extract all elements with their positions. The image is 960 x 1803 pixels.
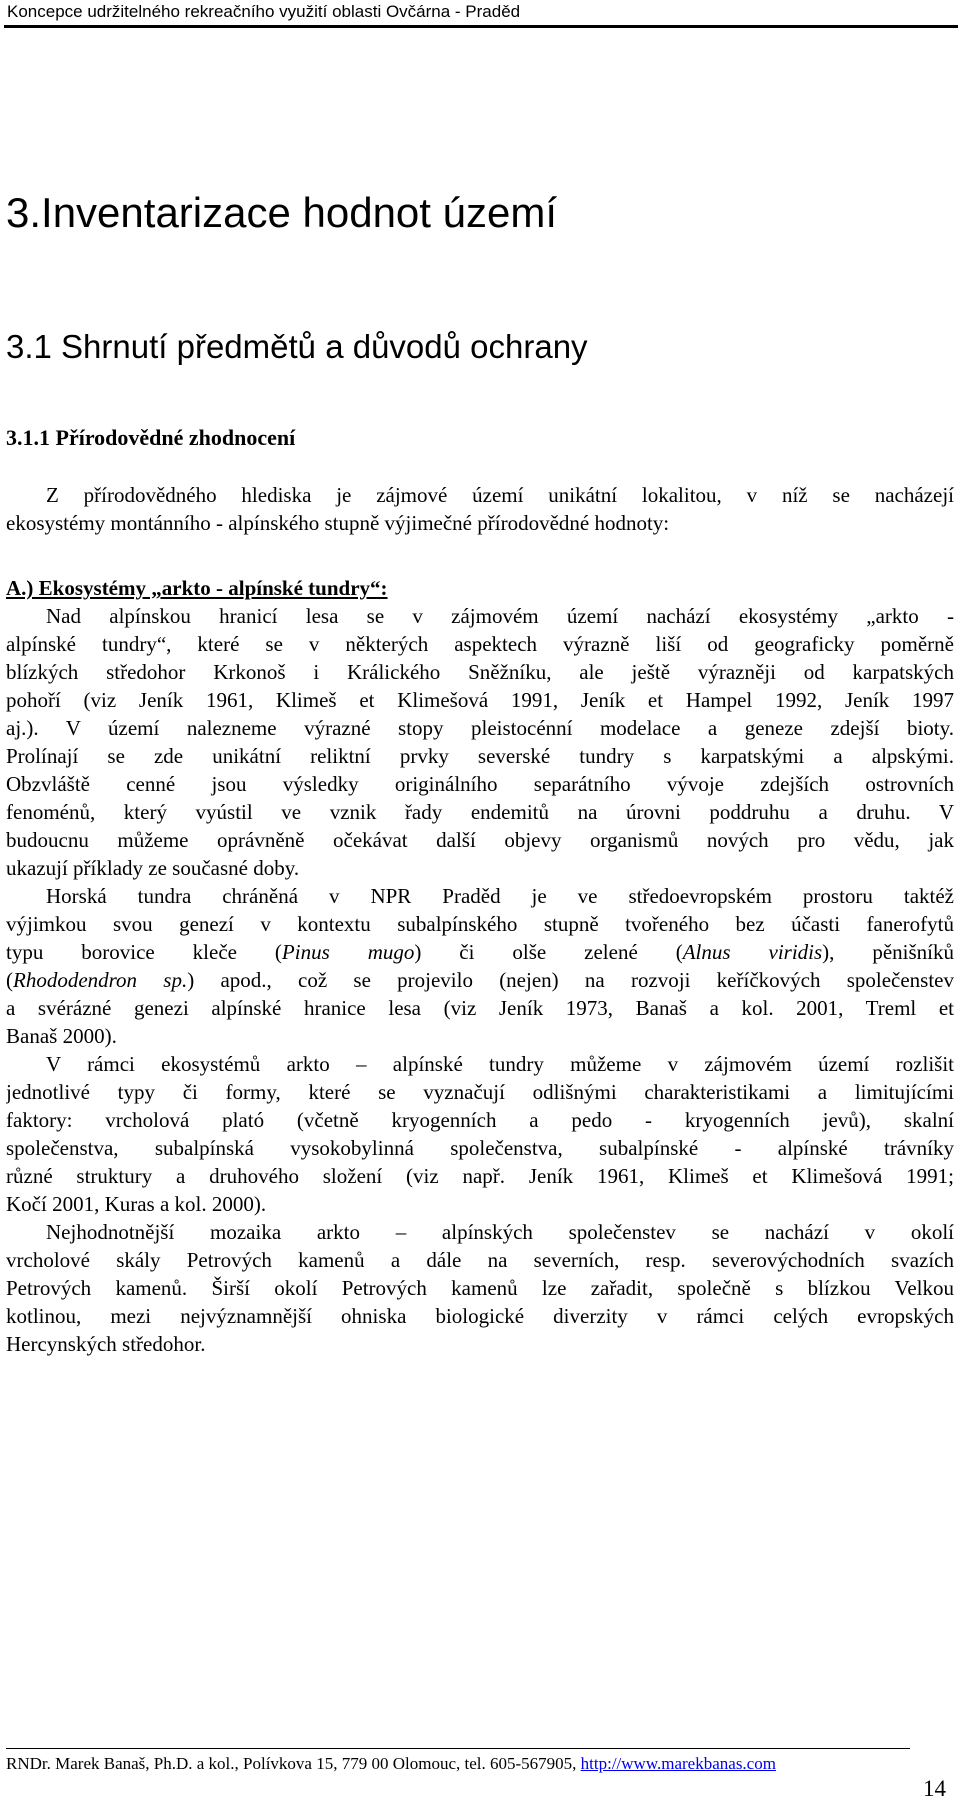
p1-line: Obzvláště cenné jsou výsledky originálního separátního vývoje zdejších ostrovních <box>6 772 954 796</box>
p4-line: Hercynských středohor. <box>6 1332 206 1356</box>
text-run: typu borovice kleče ( <box>6 940 282 964</box>
p1-line: ukazují příklady ze současné doby. <box>6 856 300 880</box>
intro-line: ekosystémy montánního - alpínského stupně výjimečné přírodovědné hodnoty: <box>6 511 670 535</box>
p4-line: vrcholové skály Petrových kamenů a dále na severních, resp. severovýchodních svazích <box>6 1248 954 1272</box>
p1-line: blízkých středohor Krkonoš i Králického Sněžníku, ale ještě výrazněji od karpatských <box>6 660 954 684</box>
p3-line: V rámci ekosystémů arkto – alpínské tundry můžeme v zájmovém území rozlišit <box>46 1052 954 1076</box>
p1-line: fenoménů, který vyústil ve vznik řady endemitů na úrovni poddruhu a druhu. V <box>6 800 954 824</box>
p1-line: alpínské tundry“, které se v některých aspektech výrazně liší od geograficky poměrně <box>6 632 954 656</box>
p2-line: Banaš 2000). <box>6 1024 117 1048</box>
p2-line: výjimkou svou genezí v kontextu subalpínského stupně tvořeného bez účasti fanerofytů <box>6 912 954 936</box>
p1-line: Prolínají se zde unikátní reliktní prvky severské tundry s karpatskými a alpskými. <box>6 744 954 768</box>
text-run: ) či olše zelené ( <box>414 940 683 964</box>
text-run: ( <box>6 968 13 992</box>
p2-line <box>6 966 954 994</box>
latin-name: Rhododendron sp. <box>13 968 188 992</box>
p3-line: různé struktury a druhového složení (viz např. Jeník 1961, Klimeš et Klimešová 1991; <box>6 1164 954 1188</box>
page-number: 14 <box>923 1776 946 1801</box>
footer-rule <box>6 1748 910 1749</box>
latin-name: Pinus mugo <box>281 940 415 964</box>
footer-text: RNDr. Marek Banaš, Ph.D. a kol., Polívkova 15, 779 00 Olomouc, tel. 605-567905, <box>6 1754 581 1773</box>
subsection-heading: 3.1.1 Přírodovědné zhodnocení <box>6 425 296 450</box>
footer-link[interactable]: http://www.marekbanas.com <box>580 1754 776 1773</box>
p2-line: Horská tundra chráněná v NPR Praděd je ve středoevropském prostoru taktéž <box>46 884 954 908</box>
chapter-heading: 3.Inventarizace hodnot území <box>6 189 558 236</box>
p1-line: budoucnu můžeme oprávněně očekávat další objevy organismů nových pro vědu, jak <box>6 828 954 852</box>
latin-name: Alnus viridis <box>682 940 823 964</box>
intro-line: Z přírodovědného hlediska je zájmové území unikátní lokalitou, v níž se nacházejí <box>46 483 954 507</box>
p1-line: pohoří (viz Jeník 1961, Klimeš et Klimešová 1991, Jeník et Hampel 1992, Jeník 1997 <box>6 688 954 712</box>
p1-line: Nad alpínskou hranicí lesa se v zájmovém území nachází ekosystémy „arkto - <box>46 604 954 628</box>
intro-paragraph <box>6 481 954 537</box>
p3-line: faktory: vrcholová plató (včetně kryogenních a pedo - kryogenních jevů), skalní <box>6 1108 954 1132</box>
section-a <box>6 574 954 1358</box>
text-run: ), pěnišníků <box>822 940 954 964</box>
section-a-title: A.) Ekosystémy „arkto - alpínské tundry“: <box>6 576 388 600</box>
p3-line: Kočí 2001, Kuras a kol. 2000). <box>6 1192 267 1216</box>
p3-line: společenstva, subalpínská vysokobylinná společenstva, subalpínské - alpínské trávníky <box>6 1136 954 1160</box>
page-footer <box>6 1753 776 1775</box>
section-heading: 3.1 Shrnutí předmětů a důvodů ochrany <box>6 328 588 365</box>
header-rule <box>4 25 958 28</box>
p1-line: aj.). V území nalezneme výrazné stopy pleistocénní modelace a geneze zdejší bioty. <box>6 716 954 740</box>
p3-line: jednotlivé typy či formy, které se vyznačují odlišnými charakteristikami a limitujícími <box>6 1080 954 1104</box>
p4-line: kotlinou, mezi nejvýznamnější ohniska biologické diverzity v rámci celých evropských <box>6 1304 954 1328</box>
running-header-title: Koncepce udržitelného rekreačního využití oblasti Ovčárna - Praděd <box>7 2 521 21</box>
p4-line: Nejhodnotnější mozaika arkto – alpínských společenstev se nachází v okolí <box>46 1220 954 1244</box>
text-run: ) apod., což se projevilo (nejen) na rozvoji keříčkových společenstev <box>187 968 954 992</box>
p2-line <box>6 938 954 966</box>
p2-line: a svérázné genezi alpínské hranice lesa (viz Jeník 1973, Banaš a kol. 2001, Treml et <box>6 996 954 1020</box>
p4-line: Petrových kamenů. Širší okolí Petrových kamenů lze zařadit, společně s blízkou Velkou <box>6 1276 954 1300</box>
